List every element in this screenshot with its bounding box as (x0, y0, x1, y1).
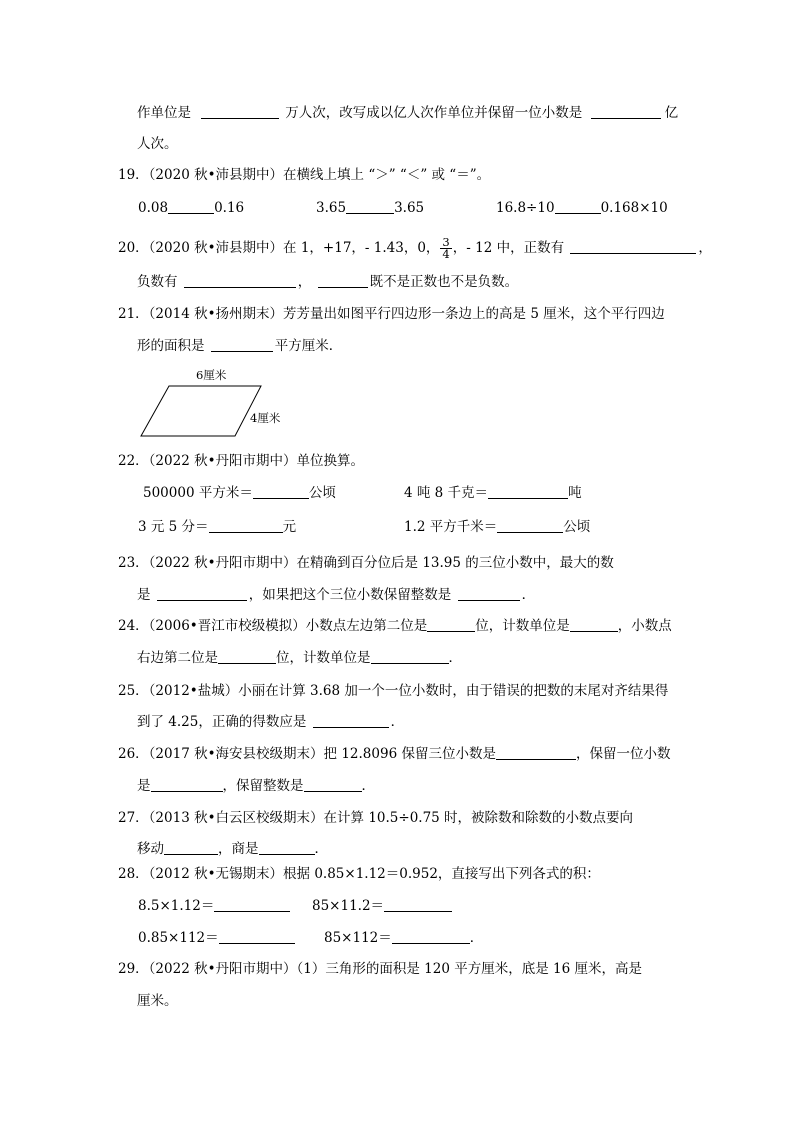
q22-item-4 (404, 518, 590, 536)
q19-item-3-left: 16.8÷10 (496, 200, 555, 216)
q20-text-pre: 20．（2020 秋•沛县期中）在 1，+17，- 1.43，0， (118, 240, 440, 256)
q21-blank-area[interactable] (211, 337, 273, 352)
q18-text-b: 万人次，改写成以亿人次作单位并保留一位小数是 (285, 105, 583, 121)
q24-text-e: 位，计数单位是 (276, 650, 371, 666)
q27-text-c: ． (314, 841, 328, 857)
q20-text-comma: ， (297, 274, 312, 290)
q27-line2 (137, 840, 328, 858)
q19-blank-1[interactable] (168, 199, 214, 214)
q24-text-f: ． (448, 650, 462, 666)
q24-text-d: 右边第二位是 (137, 650, 218, 666)
q19-item-1 (138, 199, 244, 217)
q26-blank-2[interactable] (151, 777, 223, 792)
q28-item-3-expr: 0.85×112＝ (138, 930, 219, 946)
q25-blank-answer[interactable] (313, 713, 389, 728)
q20-blank-neither[interactable] (318, 273, 368, 288)
q21-text-b: 平方厘米． (274, 338, 343, 354)
q27-text-a: 移动 (137, 841, 164, 857)
q22-stem: 22．（2022 秋•丹阳市期中）单位换算。 (118, 453, 365, 469)
q25-text-b: ． (390, 714, 405, 730)
q23-text-b: ，如果把这个三位小数保留整数是 (248, 587, 452, 603)
q25-text-a: 到了 4.25，正确的得数应是 (137, 714, 307, 730)
q28-item-4-end: ． (469, 930, 484, 946)
q22-item-4-unit: 公顷 (563, 519, 591, 535)
q19-item-1-left: 0.08 (138, 200, 169, 216)
parallelogram-top-label: 6厘米 (196, 368, 227, 382)
q28-item-4-expr: 85×112＝ (324, 930, 392, 946)
q26-text-c: 是 (137, 778, 151, 794)
q24-blank-3[interactable] (218, 649, 276, 664)
q27-blank-direction[interactable] (164, 840, 218, 855)
q18-text-c: 亿 (664, 105, 679, 121)
q22-item-1 (143, 484, 336, 502)
q25-line1: 25．（2012•盐城）小丽在计算 3.68 加一个一位小数时，由于错误的把数的末尾对齐结果得 (118, 683, 669, 699)
q20-line2 (137, 273, 518, 291)
q18-line1 (137, 104, 678, 122)
q19-blank-3[interactable] (555, 199, 601, 214)
q23-line2 (137, 586, 535, 604)
q26-text-d: ，保留整数是 (222, 778, 304, 794)
q28-item-3 (138, 929, 295, 947)
q18-blank-1[interactable] (201, 104, 279, 119)
q21-line1: 21．（2014 秋•扬州期末）芳芳量出如图平行四边形一条边上的高是 5 厘米，这个平行四边 (118, 306, 665, 322)
q20-frac-den: 4 (442, 247, 450, 261)
q24-blank-4[interactable] (371, 649, 449, 664)
q20-text-neither: 既不是正数也不是负数。 (369, 274, 519, 290)
q28-item-1-expr: 8.5×1.12＝ (138, 898, 215, 914)
q22-item-3-unit: 元 (282, 519, 297, 535)
q23-text-c: ． (521, 587, 536, 603)
q26-text-a: 26．（2017 秋•海安县校级期末）把 12.8096 保留三位小数是 (118, 746, 496, 762)
q23-line1: 23．（2022 秋•丹阳市期中）在精确到百分位后是 13.95 的三位小数中，最大的数 (118, 555, 614, 571)
q28-item-2 (312, 897, 452, 915)
q19-item-1-right: 0.16 (214, 200, 245, 216)
q22-item-2 (404, 484, 582, 502)
q28-item-4 (324, 929, 483, 947)
q28-blank-3[interactable] (219, 929, 295, 944)
q20-text-end: ， (698, 240, 712, 256)
q20-text-neg: 负数有 (137, 274, 178, 290)
q28-item-1 (138, 897, 290, 915)
q24-blank-2[interactable] (570, 617, 618, 632)
q22-blank-4[interactable] (497, 518, 563, 533)
q20-text-mid: ，- 12 中，正数有 (452, 240, 565, 256)
q26-line2 (137, 777, 375, 795)
q23-blank-max[interactable] (157, 586, 247, 601)
q22-item-1-unit: 公顷 (308, 485, 336, 501)
q28-item-2-expr: 85×11.2＝ (312, 898, 385, 914)
q28-stem: 28．（2012 秋•无锡期末）根据 0.85×1.12＝0.952，直接写出下列各式的积： (118, 866, 600, 882)
q22-item-3-expr: 3 元 5 分＝ (138, 519, 209, 535)
q18-line2: 人次。 (137, 136, 178, 152)
q20-fraction (440, 237, 451, 260)
q23-text-a: 是 (137, 587, 151, 603)
q24-text-a: 24．（2006•晋江市校级模拟）小数点左边第二位是 (118, 618, 428, 634)
q24-line2 (137, 649, 462, 667)
q23-blank-integer[interactable] (458, 586, 520, 601)
q20-blank-positive[interactable] (570, 239, 696, 254)
q19-item-2-right: 3.65 (394, 200, 425, 216)
q27-text-b: ，商是 (218, 841, 259, 857)
q26-line1 (118, 745, 670, 763)
q18-text-a: 作单位是 (137, 105, 191, 121)
q25-line2 (137, 713, 404, 731)
q22-item-2-unit: 吨 (568, 485, 582, 501)
q19-blank-2[interactable] (346, 199, 394, 214)
q28-blank-2[interactable] (384, 897, 452, 912)
q19-item-2-left: 3.65 (316, 200, 347, 216)
q22-item-1-expr: 500000 平方米＝ (143, 485, 253, 501)
q19-stem: 19．（2020 秋•沛县期中）在横线上填上 “＞” “＜” 或 “＝”。 (118, 167, 491, 183)
q24-text-b: 位，计数单位是 (475, 618, 570, 634)
q27-line1: 27．（2013 秋•白云区校级期末）在计算 10.5÷0.75 时，被除数和除数的小数点要向 (118, 810, 634, 826)
q24-line1 (118, 617, 672, 635)
q29-line1: 29．（2022 秋•丹阳市期中）（1）三角形的面积是 120 平方厘米，底是 16 厘米，高是 (118, 961, 642, 977)
q22-blank-2[interactable] (488, 484, 568, 499)
q20-blank-negative[interactable] (184, 273, 296, 288)
q26-blank-3[interactable] (304, 777, 362, 792)
q19-item-3 (496, 199, 668, 217)
q22-item-3 (138, 518, 296, 536)
q22-item-2-expr: 4 吨 8 千克＝ (404, 485, 489, 501)
q19-item-2 (316, 199, 424, 217)
q26-text-e: ． (361, 778, 375, 794)
q21-line2 (137, 337, 342, 355)
q26-blank-1[interactable] (496, 745, 576, 760)
q29-line2: 厘米。 (137, 993, 178, 1009)
q18-blank-2[interactable] (591, 104, 661, 119)
q22-item-4-expr: 1.2 平方千米＝ (404, 519, 498, 535)
q22-blank-3[interactable] (209, 518, 283, 533)
q27-blank-quotient[interactable] (259, 840, 315, 855)
q20-line1 (118, 237, 712, 260)
parallelogram-shape (141, 386, 261, 436)
parallelogram-side-label: 4厘米 (250, 411, 281, 425)
q21-text-a: 形的面积是 (137, 338, 205, 354)
q28-blank-1[interactable] (214, 897, 290, 912)
q26-text-b: ，保留一位小数 (575, 746, 671, 762)
q22-blank-1[interactable] (253, 484, 309, 499)
q28-blank-4[interactable] (392, 929, 470, 944)
q24-text-c: ，小数点 (617, 618, 672, 634)
q24-blank-1[interactable] (427, 617, 475, 632)
q20-frac-num: 3 (442, 235, 450, 249)
q19-item-3-right: 0.168×10 (600, 200, 668, 216)
